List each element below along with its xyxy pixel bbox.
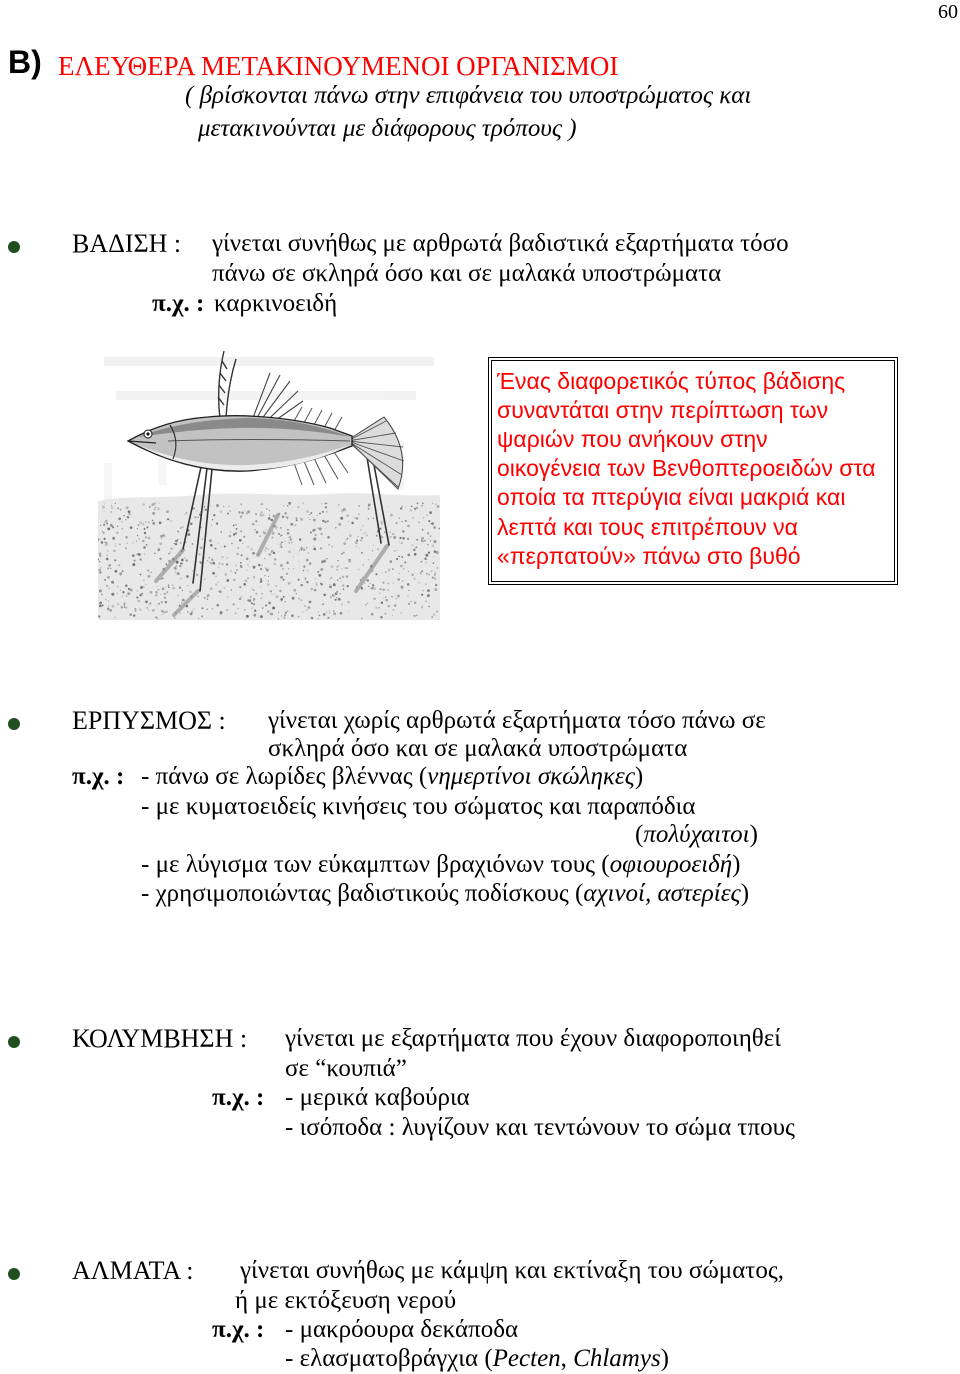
callout-line: συναντάται στην περίπτωση των <box>497 397 829 423</box>
bullet-icon <box>8 718 20 730</box>
example-text: ) <box>660 1345 669 1372</box>
bullet-icon <box>8 1268 20 1280</box>
swimming-description-line: σε “κουπιά” <box>285 1055 407 1082</box>
crawling-example-line <box>635 820 758 849</box>
example-text: - ελασματοβράγχια ( <box>285 1345 493 1372</box>
swimming-example-line: - μερικά καβούρια <box>285 1084 470 1111</box>
section-subtitle-line: μετακινούνται με διάφορους τρόπους ) <box>198 115 577 142</box>
seabed-sand <box>98 493 440 620</box>
walking-description-line: πάνω σε σκληρά όσο και σε μαλακά υποστρώματα <box>212 260 722 287</box>
walking-heading: ΒΑΔΙΣΗ : <box>72 229 182 258</box>
crawling-example-line <box>141 792 695 821</box>
bullet-icon <box>8 1036 20 1048</box>
section-title: ΕΛΕΥΘΕΡΑ ΜΕΤΑΚΙΝΟΥΜΕΝΟΙ ΟΡΓΑΝΙΣΜΟΙ <box>58 51 619 81</box>
bullet-icon <box>8 241 20 253</box>
example-text: - χρησιμοποιώντας βαδιστικούς ποδίσκους ( <box>141 880 584 907</box>
section-letter: B) <box>8 44 42 80</box>
swimming-heading: ΚΟΛΥΜΒΗΣΗ : <box>72 1024 248 1053</box>
example-text: ) <box>749 821 758 848</box>
example-italic-term: Chlamys <box>573 1345 661 1372</box>
example-italic-term: νημερτίνοι σκώληκες <box>427 763 635 790</box>
crawling-example-label: π.χ. : <box>72 763 125 790</box>
example-text: ( <box>635 821 644 848</box>
callout-line: λεπτά και τους επιτρέπουν να <box>497 514 798 540</box>
jumping-description-line: γίνεται συνήθως με κάμψη και εκτίναξη του σώματος, <box>240 1257 785 1284</box>
callout-box <box>488 357 898 585</box>
callout-line: Ένας διαφορετικός τύπος βάδισης <box>497 368 846 394</box>
example-text: ) <box>634 763 644 790</box>
crawling-description-line: γίνεται χωρίς αρθρωτά εξαρτήματα τόσο πάνω σε <box>268 707 766 734</box>
jumping-example-line <box>285 1315 518 1344</box>
section-subtitle-line: ( βρίσκονται πάνω στην επιφάνεια του υποστρώματος και <box>185 82 752 109</box>
walking-example-label: π.χ. : <box>152 290 205 317</box>
walking-example: καρκινοειδή <box>214 290 338 317</box>
example-text: - μακρόουρα δεκάποδα <box>285 1316 519 1343</box>
crawling-example-line <box>141 879 749 908</box>
walking-description-line: γίνεται συνήθως με αρθρωτά βαδιστικά εξαρτήματα τόσο <box>212 230 789 257</box>
crawling-example-line <box>141 850 741 879</box>
swimming-example-label: π.χ. : <box>212 1084 265 1111</box>
swimming-description-line: γίνεται με εξαρτήματα που έχουν διαφοροποιηθεί <box>285 1025 782 1052</box>
example-italic-term: οφιουροειδή <box>609 851 733 878</box>
callout-line: ψαριών που ανήκουν στην <box>497 426 768 452</box>
example-text: ) <box>740 880 750 907</box>
example-text: , <box>560 1345 574 1372</box>
crawling-description-line: σκληρά όσο και σε μαλακά υποστρώματα <box>268 735 688 762</box>
example-text: - πάνω σε λωρίδες βλέννας ( <box>141 763 428 790</box>
example-italic-term: Pecten <box>492 1345 561 1372</box>
page-number: 60 <box>938 1 958 23</box>
example-italic-term: πολύχαιτοι <box>643 821 750 848</box>
jumping-heading: ΑΛΜΑΤΑ : <box>72 1256 194 1285</box>
crawling-heading: ΕΡΠΥΣΜΟΣ : <box>72 706 226 735</box>
crawling-example-line <box>141 762 643 791</box>
example-text: - με λύγισμα των εύκαμπτων βραχιόνων τους ( <box>141 851 610 878</box>
example-italic-term: αχινοί, αστερίες <box>583 880 741 907</box>
example-text: ) <box>732 851 741 878</box>
jumping-description-line: ή με εκτόξευση νερού <box>235 1287 457 1314</box>
example-text: - με κυματοειδείς κινήσεις του σώματος και παραπόδια <box>141 793 696 820</box>
callout-line: οικογένεια των Βενθοπτεροειδών στα <box>497 455 876 481</box>
callout-line: οποία τα πτερύγια είναι μακριά και <box>497 484 846 510</box>
jumping-example-label: π.χ. : <box>212 1316 265 1343</box>
swimming-example-line: - ισόποδα : λυγίζουν και τεντώνουν το σώμα τπους <box>285 1114 795 1141</box>
callout-line: «περπατούν» πάνω στο βυθό <box>497 543 801 569</box>
jumping-example-line <box>285 1344 669 1373</box>
walking-fish-figure <box>98 345 440 620</box>
